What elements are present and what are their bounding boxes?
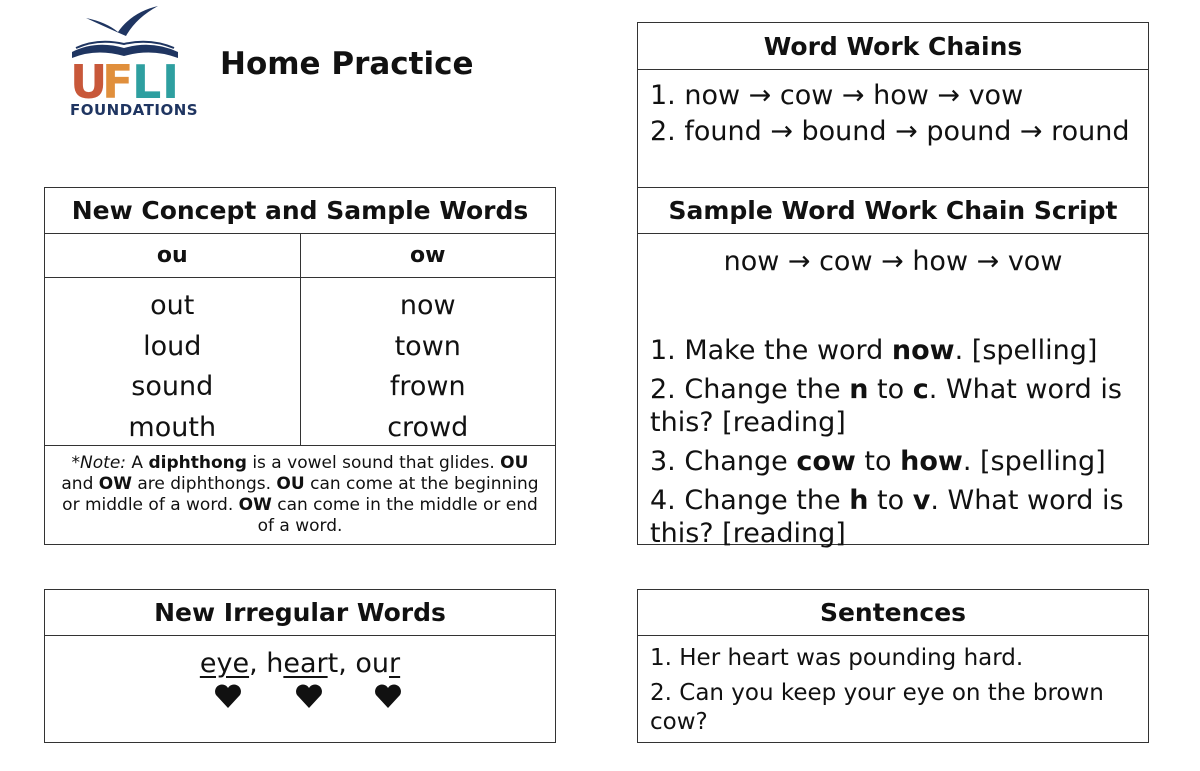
- page-title: Home Practice: [220, 46, 474, 82]
- sentences-title: Sentences: [638, 590, 1148, 636]
- list-item: now: [399, 290, 456, 321]
- word-work-chains-box: [637, 22, 1149, 188]
- script-step: 2. Change the n to c. What word is this? [reading]: [650, 374, 1122, 438]
- concept-note: *Note: A diphthong is a vowel sound that glides. OU and OW are diphthongs. OU can come at the beginning or middle of a word. OW can come in the middle or end of a word.: [61, 453, 539, 536]
- heart-icon: [295, 683, 323, 709]
- concept-box: [44, 187, 556, 545]
- ufli-logo: [66, 0, 199, 130]
- svg-text:L: L: [132, 55, 162, 109]
- irregular-word-eye: eye: [199, 648, 250, 679]
- heart-icon: [214, 683, 242, 709]
- sentences-box: [637, 589, 1149, 743]
- irregular-words-title: New Irregular Words: [45, 590, 555, 636]
- svg-text:F: F: [102, 55, 134, 109]
- list-item: sound: [131, 371, 214, 402]
- irregular-words-line: eye, heart, our: [199, 648, 401, 679]
- irregular-words-box: [44, 589, 556, 743]
- concept-word-columns: [45, 278, 555, 446]
- script-step: 4. Change the h to v. What word is this? [reading]: [650, 485, 1124, 549]
- concept-column-headers: [45, 234, 555, 278]
- svg-text:U: U: [70, 55, 108, 109]
- list-item: loud: [143, 330, 202, 362]
- list-item: frown: [389, 371, 466, 402]
- script-chain: now → cow → how → vow: [723, 246, 1063, 277]
- script-step: 1. Make the word now. [spelling]: [650, 335, 1098, 366]
- column-header-ou: ou: [45, 234, 301, 277]
- word-work-chains-title: Word Work Chains: [638, 23, 1148, 70]
- column-header-ow: ow: [410, 243, 446, 268]
- concept-title: New Concept and Sample Words: [45, 188, 555, 234]
- list-item: out: [150, 290, 195, 321]
- ou-word-list: [45, 278, 301, 445]
- heart-icon: [374, 683, 402, 709]
- list-item: town: [394, 330, 461, 362]
- heart-marks: [45, 679, 555, 715]
- list-item: mouth: [128, 411, 217, 443]
- irregular-word-our: our: [355, 648, 401, 679]
- ow-word-list: [301, 278, 556, 445]
- chain-script-box: [637, 187, 1149, 549]
- logo-subtitle: FOUNDATIONS: [70, 101, 199, 119]
- sentence-item: 2. Can you keep your eye on the brown cow?: [650, 680, 1104, 735]
- script-step: 3. Change cow to how. [spelling]: [650, 446, 1106, 477]
- chain-item: 1. now → cow → how → vow: [650, 80, 1024, 111]
- irregular-word-heart: heart: [266, 648, 339, 679]
- chain-script-title: Sample Word Work Chain Script: [638, 188, 1148, 234]
- chain-item: 2. found → bound → pound → round: [650, 116, 1130, 147]
- svg-text:I: I: [162, 55, 180, 109]
- list-item: crowd: [387, 411, 469, 443]
- sentence-item: 1. Her heart was pounding hard.: [650, 645, 1024, 671]
